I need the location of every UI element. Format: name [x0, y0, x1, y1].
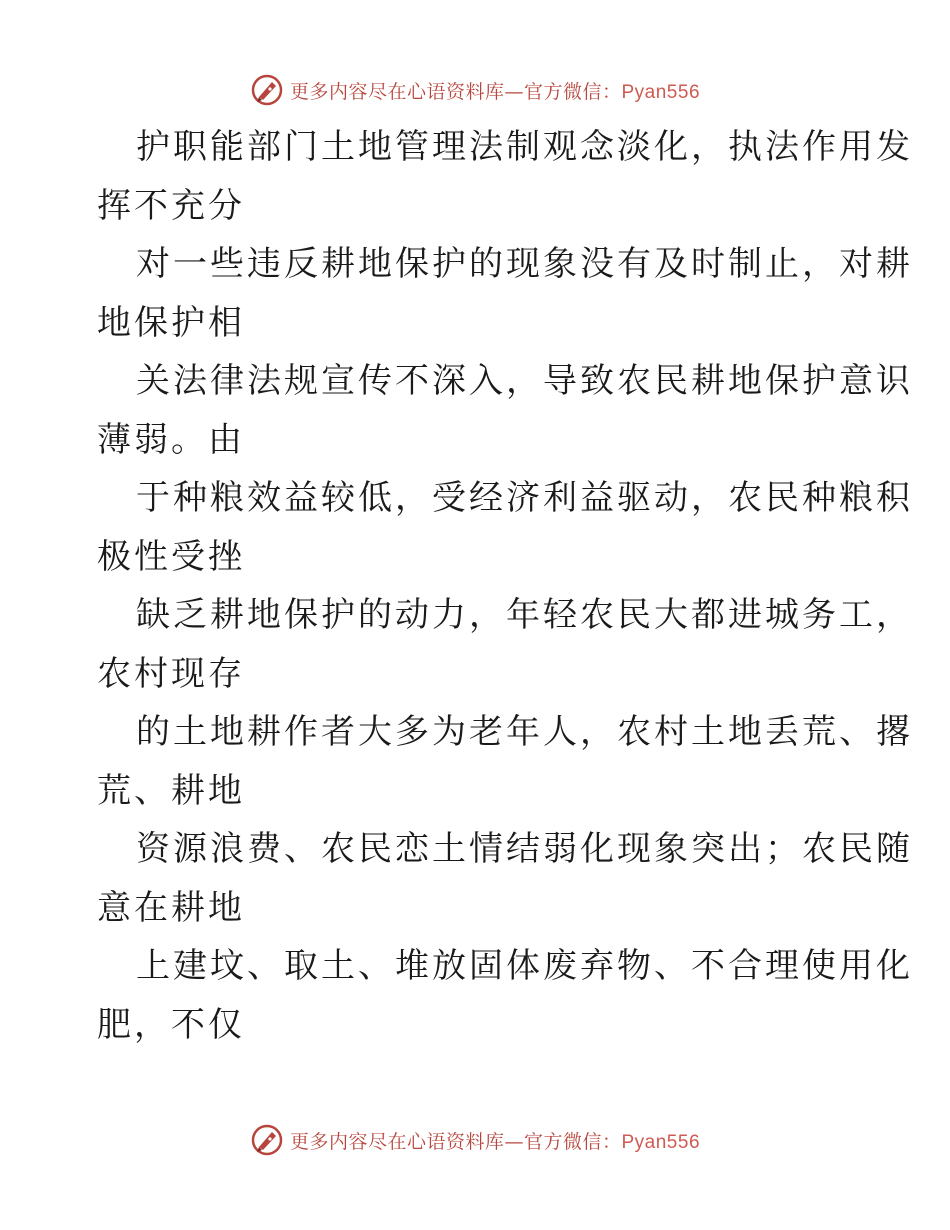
- separator-dash: —: [504, 80, 524, 103]
- wechat-label: 官方微信：: [523, 80, 622, 103]
- wechat-id: Pyan556: [621, 1131, 701, 1153]
- text-line: 资源浪费、农民恋土情结弱化现象突出；农民随: [136, 829, 913, 869]
- separator-dash: —: [504, 1130, 524, 1153]
- text-line: 挥不充分: [97, 185, 245, 226]
- wechat-label: 官方微信：: [523, 1130, 622, 1153]
- text-line: 关法律法规宣传不深入，导致农民耕地保护意识: [136, 361, 913, 401]
- text-line: 薄弱。由: [97, 419, 245, 460]
- text-line: 上建坟、取土、堆放固体废弃物、不合理使用化: [136, 946, 913, 986]
- footer-watermark-text: [290, 1127, 700, 1154]
- text-line: 护职能部门土地管理法制观念淡化，执法作用发: [136, 127, 913, 167]
- text-line: 对一些违反耕地保护的现象没有及时制止，对耕: [136, 244, 913, 284]
- header-watermark-text: [290, 77, 700, 104]
- text-line: 肥，不仅: [97, 1004, 245, 1045]
- text-line: 意在耕地: [97, 887, 245, 928]
- text-line: 缺乏耕地保护的动力，年轻农民大都进城务工，: [136, 595, 913, 635]
- header-watermark: [0, 70, 950, 110]
- text-line: 的土地耕作者大多为老年人，农村土地丢荒、撂: [136, 712, 913, 752]
- wechat-id: Pyan556: [621, 81, 701, 103]
- body-text: [97, 118, 913, 1054]
- text-line: 农村现存: [97, 653, 245, 694]
- text-line: 荒、耕地: [97, 770, 245, 811]
- text-line: 地保护相: [97, 302, 245, 343]
- brand-text: 更多内容尽在心语资料库: [289, 1130, 505, 1153]
- pen-nib-logo-icon: [250, 73, 284, 107]
- text-line: 极性受挫: [97, 536, 245, 577]
- text-line: 于种粮效益较低，受经济利益驱动，农民种粮积: [136, 478, 913, 518]
- brand-text: 更多内容尽在心语资料库: [289, 80, 505, 103]
- pen-nib-logo-icon: [250, 1123, 284, 1157]
- footer-watermark: [0, 1120, 950, 1160]
